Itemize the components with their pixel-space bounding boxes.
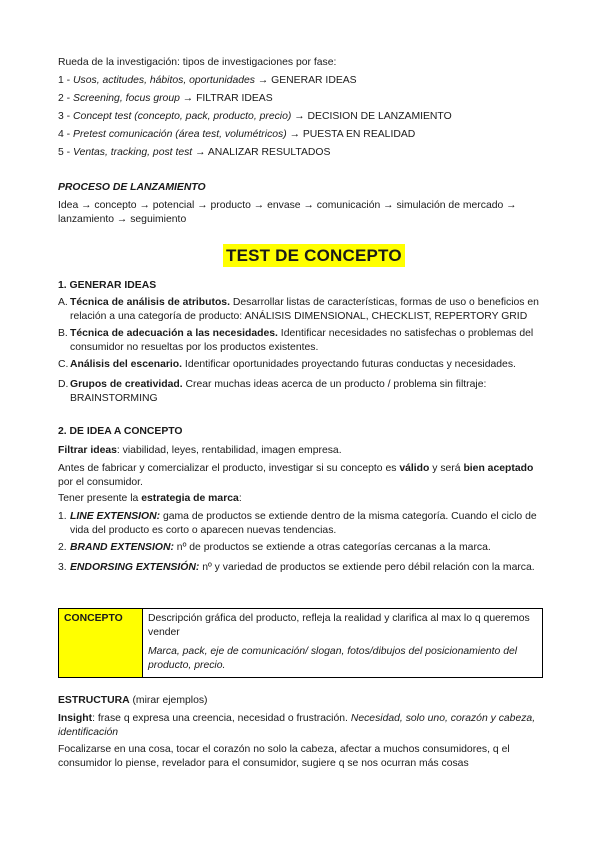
filtrar-text: : viabilidad, leyes, rentabilidad, imagen empresa. [116, 445, 342, 456]
phase-stage: Usos, actitudes, hábitos, oportunidades [73, 75, 255, 86]
list-item [58, 358, 546, 372]
item-term: LINE EXTENSION: [70, 511, 161, 522]
phase-stage: Pretest comunicación (área test, volumétricos) [73, 129, 287, 140]
phase-goal: DECISION DE LANZAMIENTO [307, 111, 452, 122]
phase-goal: ANALIZAR RESULTADOS [207, 147, 331, 158]
tener-text: : [238, 493, 242, 504]
list-marker: A. [58, 297, 68, 308]
concepto-label: CONCEPTO [59, 609, 143, 678]
tener-term: estrategia de marca [141, 493, 239, 504]
item-text: Crear muchas ideas acerca de un producto / problema sin filtraje: BRAINSTORMING [70, 379, 487, 405]
item-text: Identificar oportunidades proyectando futuras conductas y necesidades. [182, 359, 516, 370]
main-title: TEST DE CONCEPTO [223, 244, 405, 267]
antes-valido: válido [399, 463, 430, 474]
generar-heading: 1. GENERAR IDEAS [58, 280, 157, 291]
estructura-heading: ESTRUCTURA [58, 695, 130, 706]
item-term: BRAND EXTENSION: [70, 542, 174, 553]
list-item [58, 510, 546, 538]
phase-goal: PUESTA EN REALIDAD [302, 129, 416, 140]
item-term: ENDORSING EXTENSIÓN: [70, 562, 200, 573]
item-text: gama de productos se extiende dentro de la misma categoría. Cuando el ciclo de vida del producto es corto o aparecen nuevas tendencias. [70, 511, 537, 537]
focal-paragraph: Focalizarse en una cosa, tocar el corazón no solo la cabeza, afectar a muchos consumidores, q el consumidor lo piense, revelador para el consumidor, sugiere q se nos ocurran más cosas [58, 744, 510, 770]
concepto-desc-2: Marca, pack, eje de comunicación/ slogan, fotos/dibujos del posicionamiento del producto, precio. [148, 646, 518, 672]
phase-stage: Ventas, tracking, post test [73, 147, 193, 158]
antes-text: Antes de fabricar y comercializar el producto, investigar si su concepto es [58, 463, 400, 474]
list-item [58, 296, 546, 324]
phase-num: 2 - [58, 93, 71, 104]
list-marker: 2. [58, 542, 67, 553]
phase-stage: Screening, focus group [73, 93, 180, 104]
insight-text: : frase q expresa una creencia, necesidad o frustración. [92, 713, 351, 724]
insight-paragraph [58, 712, 543, 740]
insight-italic: Necesidad, solo uno, corazón y cabeza, identificación [58, 713, 536, 739]
phase-line-2 [58, 92, 273, 106]
item-term: Técnica de análisis de atributos. [70, 297, 230, 308]
concepto-table [58, 608, 543, 678]
arrow-glyph: → [195, 147, 206, 158]
arrow-glyph: → [182, 93, 194, 104]
item-term: Análisis del escenario. [70, 359, 183, 370]
item-text: Desarrollar listas de características, formas de uso o beneficios en relación a una categoría de producto: ANÁLISIS DIMENSIONAL, CHECKLIST, REPERTORY GRID [70, 297, 539, 323]
insight-term: Insight [58, 713, 93, 724]
phase-stage: Concept test (concepto, pack, producto, precio) [73, 111, 292, 122]
arrow-glyph: → [289, 129, 300, 140]
arrow-glyph: → [257, 75, 269, 86]
antes-text: y será [429, 463, 464, 474]
list-marker: C. [58, 359, 69, 370]
item-term: Técnica de adecuación a las necesidades. [70, 328, 278, 339]
phase-line-1 [58, 74, 357, 88]
phase-goal: FILTRAR IDEAS [196, 93, 273, 104]
filtrar-line [58, 444, 342, 458]
item-text: Identificar necesidades no satisfechas o problemas del consumidor no resueltas por los productos existentes. [70, 328, 534, 354]
estructura-line [58, 694, 208, 708]
arrow-glyph: → [294, 111, 305, 122]
antes-text: por el consumidor. [58, 477, 143, 489]
list-item [58, 378, 546, 406]
proceso-line-2: lanzamiento → seguimiento [58, 214, 187, 225]
antes-bien: bien aceptado [463, 463, 534, 474]
list-marker: 1. [58, 511, 67, 522]
list-marker: D. [58, 379, 69, 390]
item-text: nº y variedad de productos se extiende pero débil relación con la marca. [199, 562, 535, 573]
concepto-description [143, 609, 543, 678]
item-term: Grupos de creatividad. [70, 379, 183, 390]
phase-line-4 [58, 128, 415, 142]
estructura-note: (mirar ejemplos) [129, 695, 208, 706]
phase-goal: GENERAR IDEAS [271, 75, 357, 86]
phase-num: 5 - [58, 147, 71, 158]
list-item [58, 327, 546, 355]
list-marker: B. [58, 328, 68, 339]
proceso-title: PROCESO DE LANZAMIENTO [58, 182, 206, 193]
list-item [58, 561, 546, 575]
phase-num: 1 - [58, 75, 71, 86]
list-marker: 3. [58, 562, 67, 573]
proceso-line-1: Idea → concepto → potencial → producto → envase → comunicación → simulación de mercado → [58, 200, 517, 211]
tener-text: Tener presente la [58, 493, 142, 504]
phase-num: 3 - [58, 111, 71, 122]
phase-line-3 [58, 110, 452, 124]
list-item [58, 541, 546, 555]
item-text: nº de productos se extiende a otras categorías cercanas a la marca. [173, 542, 491, 553]
antes-paragraph [58, 462, 543, 490]
phase-line-5 [58, 146, 330, 160]
rueda-intro: Rueda de la investigación: tipos de investigaciones por fase: [58, 57, 337, 68]
concepto-desc-1: Descripción gráfica del producto, refleja la realidad y clarifica al max lo q queremos vender [148, 613, 530, 639]
idea-concepto-heading: 2. DE IDEA A CONCEPTO [58, 426, 183, 437]
tener-line [58, 492, 242, 506]
filtrar-term: Filtrar ideas [58, 445, 117, 456]
phase-num: 4 - [58, 129, 71, 140]
